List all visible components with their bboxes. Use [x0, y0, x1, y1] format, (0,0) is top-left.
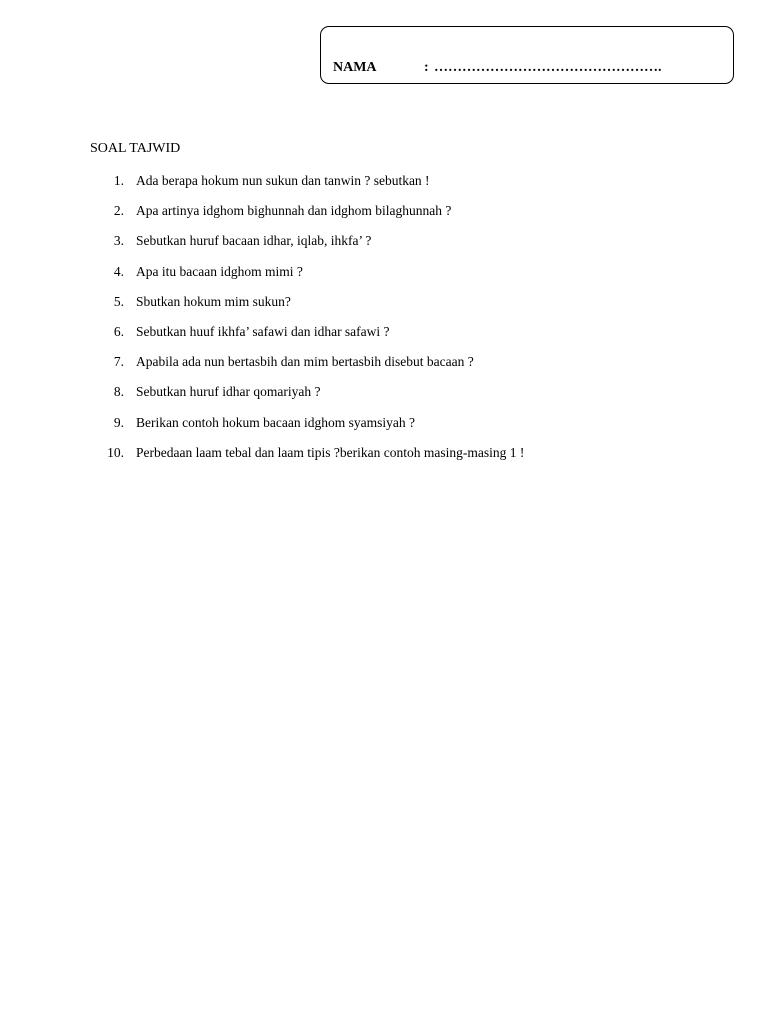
question-text: Apa artinya idghom bighunnah dan idghom bilaghunnah ? [136, 203, 452, 219]
question-text: Sbutkan hokum mim sukun? [136, 293, 291, 309]
question-number: 1. [113, 173, 124, 188]
name-box [320, 26, 734, 84]
question-number: 8. [113, 384, 124, 400]
question-text: Apa itu bacaan idghom mimi ? [136, 263, 303, 279]
question-text: Berikan contoh hokum bacaan idghom syamsiyah ? [136, 414, 415, 430]
name-colon: : [424, 60, 429, 75]
question-text: Apabila ada nun bertasbih dan mim bertasbih disebut bacaan ? [136, 354, 474, 370]
question-text: Ada berapa hokum nun sukun dan tanwin ? sebutkan ! [136, 173, 430, 188]
question-text: Sebutkan huruf idhar qomariyah ? [136, 384, 321, 400]
question-number: 10. [107, 444, 124, 460]
question-text: Perbedaan laam tebal dan laam tipis ?berikan contoh masing-masing 1 ! [136, 444, 525, 460]
question-number: 4. [113, 263, 124, 279]
question-text: Sebutkan huruf bacaan idhar, iqlab, ihkfa’ ? [136, 233, 372, 249]
page-title: SOAL TAJWID [90, 141, 181, 156]
question-text: Sebutkan huuf ikhfa’ safawi dan idhar safawi ? [136, 323, 390, 339]
question-number: 7. [113, 354, 124, 370]
question-number: 9. [113, 414, 124, 430]
name-fill-line: …………………………………………. [434, 60, 662, 75]
name-label: NAMA [333, 60, 377, 75]
question-number: 3. [113, 233, 124, 249]
question-number: 6. [113, 323, 124, 339]
question-number: 2. [113, 203, 124, 219]
question-number: 5. [113, 293, 124, 309]
